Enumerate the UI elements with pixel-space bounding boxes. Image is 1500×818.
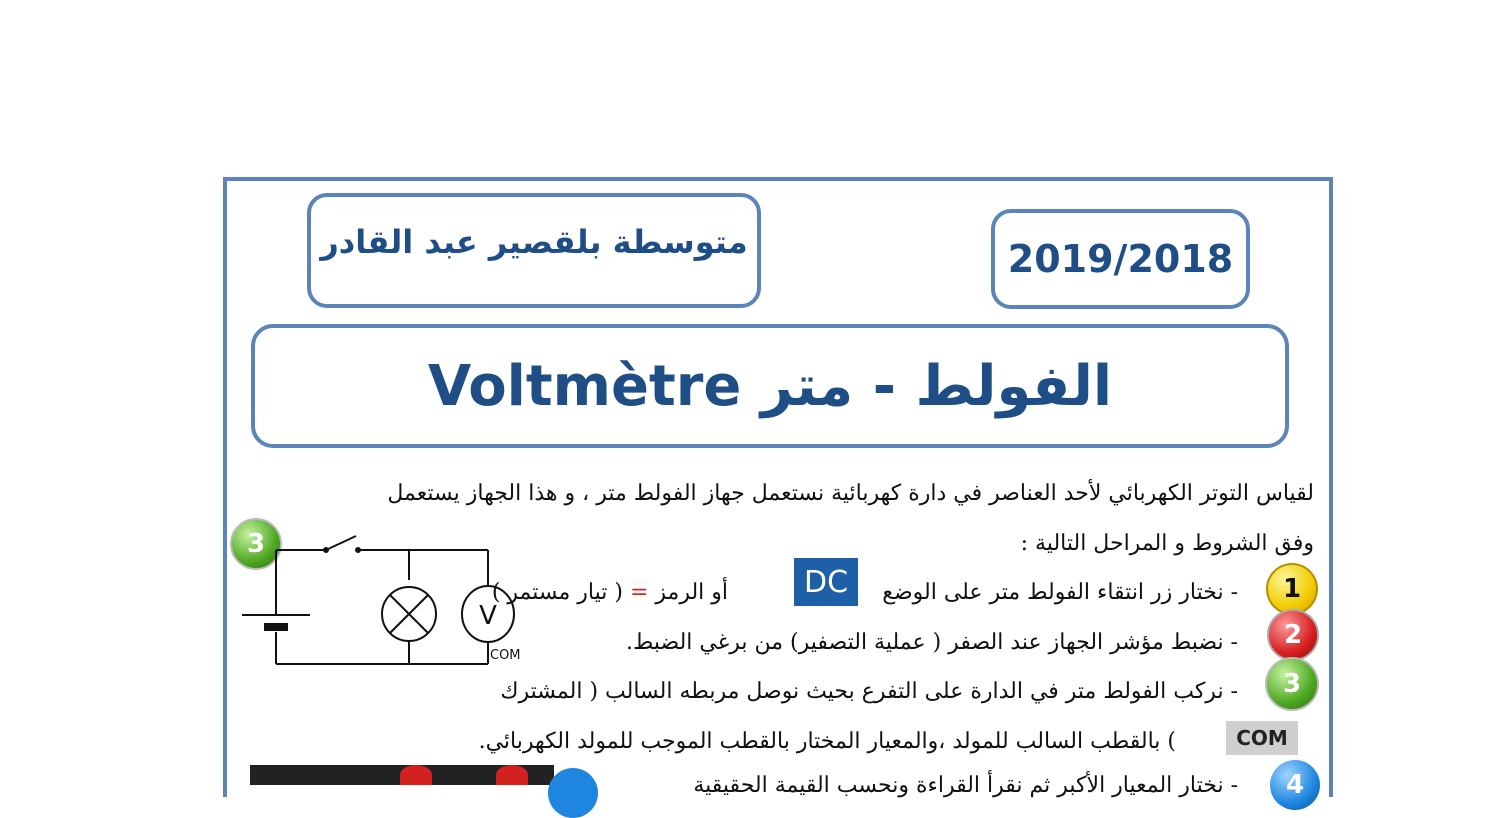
lesson-title: Voltmètre الفولط - متر xyxy=(427,353,1113,419)
school-name: متوسطة بلقصير عبد القادر xyxy=(320,222,748,261)
circuit-diagram xyxy=(238,530,538,670)
diagram-step-3-badge: 3 xyxy=(230,518,282,570)
step-4-badge: 4 xyxy=(1270,760,1320,810)
com-terminal-label: COM xyxy=(1226,721,1298,755)
intro-line-2: وفق الشروط و المراحل التالية : xyxy=(1020,531,1314,556)
step-3-text-cont: ) بالقطب السالب للمولد ،والمعيار المختار بالقطب الموجب للمولد الكهربائي. xyxy=(478,729,1176,754)
school-year-box xyxy=(991,209,1250,309)
step-3-text: - نركب الفولط متر في الدارة على التفرع بحيث نوصل مربطه السالب ( المشترك xyxy=(500,679,1238,704)
dc-symbol: DC xyxy=(794,558,858,606)
step-1-equals: = xyxy=(629,580,649,605)
step-2-badge: 2 xyxy=(1267,609,1319,661)
step-4-text: - نختار المعيار الأكبر ثم نقرأ القراءة ونحسب القيمة الحقيقية xyxy=(693,773,1238,798)
school-name-box xyxy=(307,193,761,308)
step-1-or-symbol: أو الرمز xyxy=(655,580,728,605)
photo-badge xyxy=(548,768,598,818)
lesson-title-box xyxy=(251,324,1289,448)
step-3-badge: 3 xyxy=(1265,657,1319,711)
step-1-direct-current: ( تيار مستمر ) xyxy=(491,580,623,605)
step-1-badge: 1 xyxy=(1266,563,1318,615)
voltmeter-com-label: COM xyxy=(490,648,521,663)
voltmeter-photo xyxy=(250,765,554,785)
intro-line-1: لقياس التوتر الكهربائي لأحد العناصر في دارة كهربائية نستعمل جهاز الفولط متر ، و هذا الجهاز يستعمل xyxy=(387,481,1314,506)
step-1-text: - نختار زر انتقاء الفولط متر على الوضع xyxy=(882,580,1238,605)
school-year: 2019/2018 xyxy=(1007,237,1234,281)
photo-terminal-knob xyxy=(496,765,528,785)
step-2-text: - نضبط مؤشر الجهاز عند الصفر ( عملية التصفير) من برغي الضبط. xyxy=(626,630,1238,655)
voltmeter-letter: V xyxy=(479,601,497,631)
photo-terminal-knob xyxy=(400,765,432,785)
